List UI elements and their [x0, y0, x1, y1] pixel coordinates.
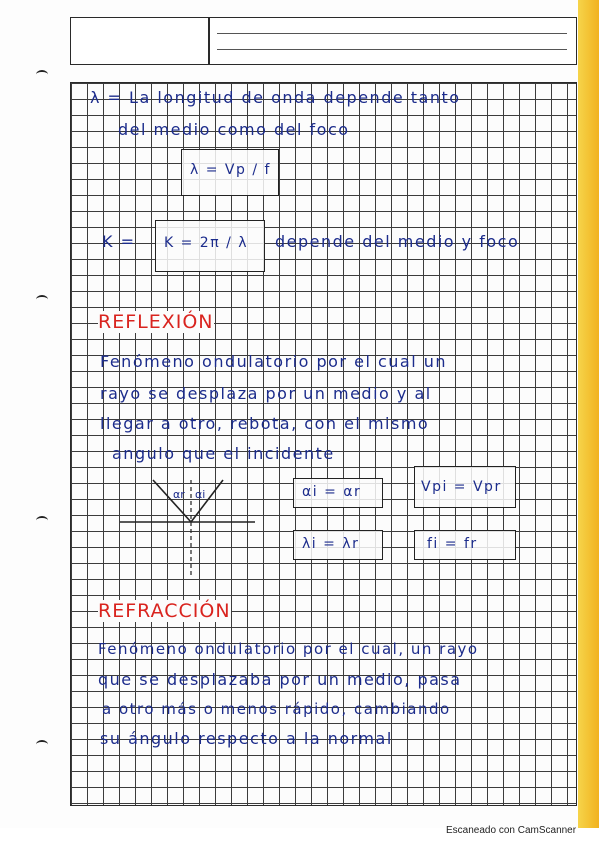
angle-r-label: αr [173, 488, 185, 501]
text-line: Fenómeno ondulatorio por el cual un [100, 352, 448, 371]
punch-hole [36, 740, 48, 749]
text-line: rayo se desplaza por un medio y al [100, 384, 432, 403]
equation: αi = αr [302, 484, 362, 500]
text-line: a otro más o menos rápido, cambiando [102, 700, 451, 718]
header-rule [217, 49, 567, 50]
text-line: su ángulo respecto a la normal [100, 729, 393, 748]
equation: Vpi = Vpr [421, 479, 502, 495]
punch-hole [36, 516, 48, 525]
k-formula: K = 2π / λ [164, 235, 249, 251]
page-edge [578, 0, 599, 828]
equation: fi = fr [427, 536, 478, 552]
equation-box [414, 530, 516, 560]
reflection-diagram [115, 470, 265, 580]
refraccion-heading: REFRACCIÓN [98, 600, 231, 622]
punch-hole [36, 295, 48, 304]
text-line: Fenómeno ondulatorio por el cual, un rayo [98, 640, 479, 658]
punch-hole [36, 70, 48, 79]
header-divider [208, 18, 210, 64]
text-line: del medio como del foco [118, 120, 350, 139]
equation: λi = λr [302, 536, 360, 552]
lambda-formula: λ = Vp / f [190, 162, 271, 178]
angle-i-label: αi [195, 488, 206, 501]
text-line: angulo que el incidente [112, 444, 335, 463]
k-label: K = [102, 232, 136, 251]
text-line: λ = La longitud de onda depende tanto [90, 88, 461, 107]
header-box [70, 17, 577, 65]
text-line: que se desplazaba por un medio, pasa [98, 670, 462, 689]
reflexion-heading: REFLEXIÓN [98, 311, 214, 333]
text-line: depende del medio y foco [275, 232, 520, 251]
lambda-formula-box [181, 149, 279, 196]
scanner-watermark: Escaneado con CamScanner [446, 825, 577, 836]
equation-box [414, 466, 516, 508]
equation-box [293, 530, 383, 560]
header-rule [217, 33, 567, 34]
text-line: llegar a otro, rebota, con el mismo [100, 414, 430, 433]
k-formula-box [155, 220, 265, 272]
equation-box [293, 478, 383, 508]
